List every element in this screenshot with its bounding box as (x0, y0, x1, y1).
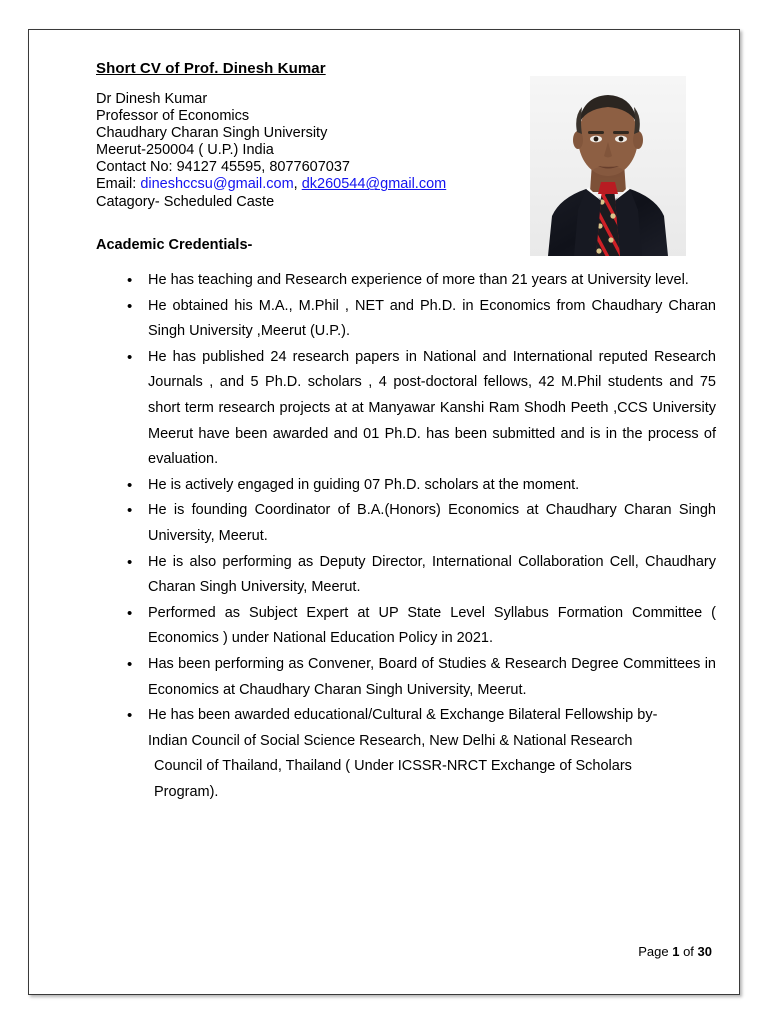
list-item (96, 703, 716, 805)
list-item (96, 550, 716, 601)
list-item (96, 498, 716, 549)
identity-designation: Professor of Economics (96, 108, 250, 125)
list-item-text: He is founding Coordinator of B.A.(Honors) Economics at Chaudhary Charan Singh University, Meerut. (148, 502, 716, 544)
footer-total-pages: 30 (697, 944, 712, 959)
page-footer (28, 944, 740, 959)
list-item-text: He obtained his M.A., M.Phil , NET and Ph.D. in Economics from Chaudhary Charan Singh University ,Meerut (U.P.). (148, 297, 716, 340)
identity-contact: Contact No: 94127 45595, 8077607037 (96, 159, 350, 176)
identity-address: Meerut-250004 ( U.P.) India (96, 142, 274, 159)
list-item-text: He has published 24 research papers in National and International reputed Research Journals , and 5 Ph.D. scholars , 4 post-doctoral fellows, 42 M.Phil students and 75 short term research projects at at Manyawar Kanshi Ram Shodh Peeth ,CCS University Meerut have been awarded and 01 Ph.D. has been submitted and is in the process of evaluation. (148, 348, 716, 468)
list-item-text: He is actively engaged in guiding 07 Ph.D. scholars at the moment. (148, 476, 580, 493)
section-heading-academic-credentials: Academic Credentials- (96, 236, 253, 253)
list-item-text: He has teaching and Research experience of more than 21 years at University level. (148, 272, 689, 289)
identity-institution: Chaudhary Charan Singh University (96, 125, 328, 142)
list-item-line: Council of Thailand, Thailand ( Under ICSSR-NRCT Exchange of Scholars (154, 758, 632, 775)
list-item-text: Has been performing as Convener, Board of Studies & Research Degree Committees in Economics at Chaudhary Charan Singh University, Meerut. (148, 655, 716, 698)
list-item (96, 294, 716, 345)
identity-name: Dr Dinesh Kumar (96, 91, 208, 107)
list-item-text: He is also performing as Deputy Director, International Collaboration Cell, Chaudhary Charan Singh University, Meerut. (148, 553, 716, 596)
email-label: Email: (96, 176, 137, 193)
academic-credentials-list (96, 268, 716, 805)
list-item-line: • He has been awarded educational/Cultural & Exchange Bilateral Fellowship by- (148, 707, 658, 724)
list-item (96, 601, 716, 652)
page-title: Short CV of Prof. Dinesh Kumar (96, 60, 326, 77)
list-item (96, 652, 716, 703)
list-item (96, 345, 716, 473)
portrait-photo (530, 76, 686, 256)
footer-prefix: Page (638, 944, 673, 959)
document-content (96, 60, 716, 960)
email-secondary-link[interactable]: dk260544@gmail.com (301, 176, 447, 193)
identity-category: Catagory- Scheduled Caste (96, 193, 275, 210)
footer-current-page: 1 (672, 944, 680, 959)
email-primary-link[interactable]: dineshccsu@gmail.com (140, 176, 294, 193)
portrait-photo-image (530, 76, 686, 256)
footer-middle: of (679, 944, 698, 959)
list-item-line: Indian Council of Social Science Research, New Delhi & National Research (148, 732, 633, 749)
list-item-line: Program). (154, 783, 219, 800)
list-item-text: Performed as Subject Expert at UP State Level Syllabus Formation Committee ( Economics ) under National Education Policy in 2021. (148, 604, 716, 647)
email-separator: , (293, 176, 298, 193)
list-item (96, 473, 716, 499)
list-item (96, 268, 716, 294)
